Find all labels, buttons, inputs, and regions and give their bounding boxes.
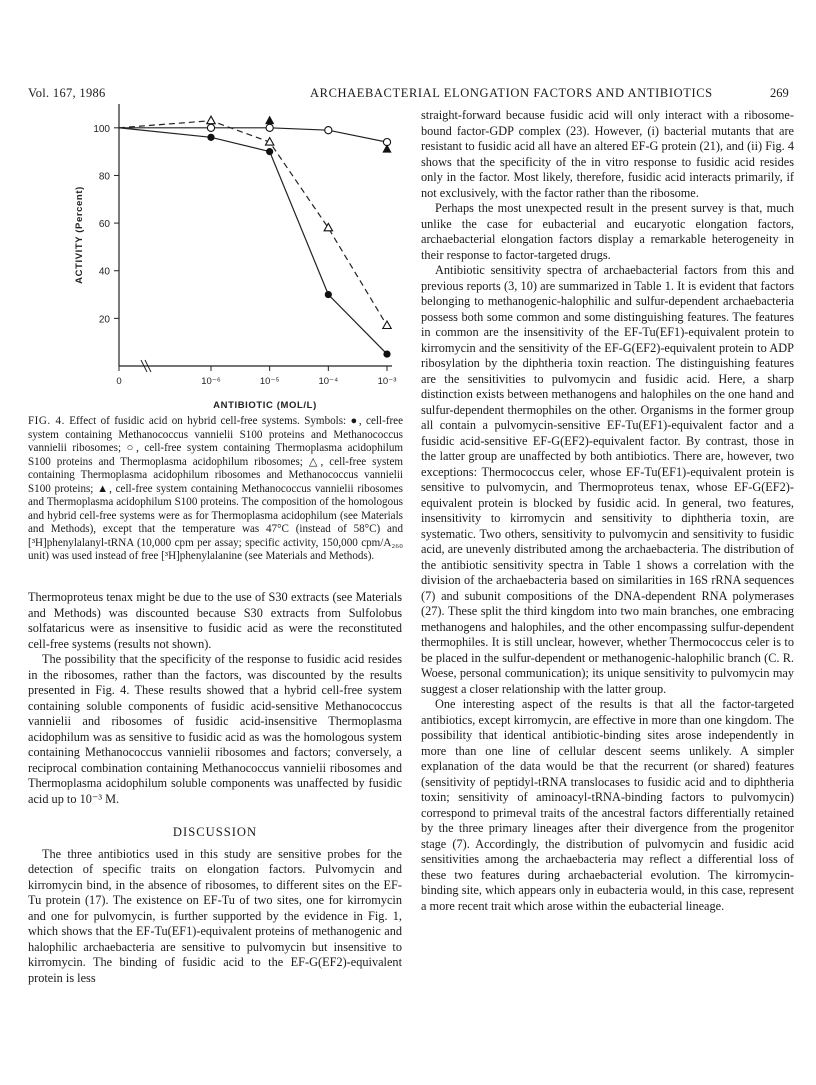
paragraph: Perhaps the most unexpected result in the present survey is that, much unlike the case for eubacterial and eucaryotic elongation factors, archaebacterial elongation factors display a remarkable heterogeneity in their response to factor-targeted drugs. <box>421 201 794 262</box>
paragraph: One interesting aspect of the results is that all the factor-targeted antibiotics, except kirromycin, are effective in more than one kingdom. The possibility that identical antibiotic-binding sites arose independently in more than one line of cellular descent seems unlikely. A simpler explanation of the data would be that the recurrent (or shared) features (sensitivity of peptidyl-tRNA translocases to fusidic acid and to diphtheria toxin; sensitivity of aminoacyl-tRNA-binding factors to pulvomycin) correspond to primeval traits of the ancestral factors differentially retained by the three primary lineages after their divergence from the progenitor stage (7). Accordingly, the distribution of pulvomycin and fusidic acid sensitivities among the archaebacteria may reflect a differential loss of these two features during archaebacterial evolution. The kirromycin-binding site, which appears only in eubacteria would, in this case, represent a more recent trait which arose within the eubacterial lineage. <box>421 697 794 913</box>
data-point <box>207 116 215 124</box>
y-tick-label: 20 <box>98 314 110 326</box>
x-tick-label: 0 <box>116 376 122 387</box>
caption-text: Effect of fusidic acid on hybrid cell-free systems. Symbols: ●, cell-free system containing Methanococcus vannielii S100 proteins and Methanococcus vannielii ribosomes; ○, cell-free system containing Thermoplasma acidophilum S100 proteins and Thermoplasma acidophilum ribosomes; △, cell-free system containing Thermoplasma acidophilum ribosomes and Methanococcus vannielii S100 proteins; ▲, cell-free system containing Methanococcus vannielii ribosomes and Thermoplasma acidophilum S100 proteins. The composition of the homologous and hybrid cell-free systems were as for Thermoplasma acidophilum (see Materials and Methods), except that the temperature was 47°C (instead of 58°C) and [³H]phenylalanyl-tRNA (10,000 cpm per assay; specific activity, 150,000 cpm/A₂₆₀ unit) was used instead of free [³H]phenylalanine (see Materials and Methods). <box>28 415 403 563</box>
y-tick-label: 60 <box>98 219 110 231</box>
y-tick-label: 80 <box>98 171 110 183</box>
page-number: 269 <box>770 86 789 100</box>
paragraph: Thermoproteus tenax might be due to the use of S30 extracts (see Materials and Methods) was discounted because S30 extracts from Sulfolobus solfataricus were as insensitive to fusidic acid as were the reconstituted cell-free systems (results not shown). <box>28 590 402 651</box>
data-point <box>266 148 273 155</box>
y-axis-label: ACTIVITY (Percent) <box>74 186 85 284</box>
y-tick-label: 40 <box>98 266 110 278</box>
right-column <box>421 108 794 914</box>
x-tick-label: 10⁻⁵ <box>259 376 280 387</box>
fusidic-acid-chart <box>28 96 414 411</box>
x-tick-label: 10⁻³ <box>377 376 397 387</box>
data-point <box>383 350 390 357</box>
x-tick-label: 10⁻⁴ <box>318 376 339 387</box>
paragraph: Antibiotic sensitivity spectra of archaebacterial factors from this and previous reports (3, 10) are summarized in Table 1. It is evident that factors belonging to methanogenic-halophilic and sulfur-dependent archaebacteria possess both some common and some distinguishing features. The features in common are the insensitivity of the EF-Tu(EF1)-equivalent protein to kirromycin and the sensitivity of the EF-G(EF2)-equivalent protein to ADP ribosylation by the diphtheria toxin reaction. The distinguishing features are the sensitivities to pulvomycin and fusidic acid. Here, a sharp distinction exists between methanogens and halophiles on the one hand and sulfur-dependent thermophiles on the other. Organisms in the former group all contain a pulvomycin-sensitive EF-Tu(EF1)-equivalent factor and a fusidic acid-sensitive EF-G(EF2)-equivalent factor. By contrast, those in the latter group are unaffected by both antibiotics. There are, however, two exceptions: Thermococcus celer, whose EF-Tu(EF1)-equivalent protein is sensitive to pulvomycin, and Thermoproteus tenax, whose EF-G(EF2)-equivalent protein is blocked by fusidic acid. In general, two features, insensitivity to kirromycin and sensitivity to diphtheria toxin, are systematic. Two others, sensitivity to pulvomycin and sensitivity to fusidic acid, are unevenly distributed among the archaebacteria. The distribution of the antibiotic sensitivity spectra in Table 1 shows a correlation with the division of the archaebacteria based on similarities in 16S rRNA sequences (7) and subunit compositions of the DNA-dependent RNA polymerases (27). These split the third kingdom into two main branches, one embracing methanogens and halophiles, and the other encompassing sulfur-dependent thermophiles. It is still unclear, however, whether Thermococcus celer is to be placed in the sulfur-dependent or methanogenic-halophilic branch (C. R. Woese, personal communication); its unique sensitivity to pulvomycin may suggest a closer relationship with the latter group. <box>421 263 794 696</box>
series-line-2 <box>119 128 387 142</box>
data-point <box>265 116 274 124</box>
series-line-3 <box>119 121 387 326</box>
data-point <box>207 124 214 131</box>
paragraph: The three antibiotics used in this study are sensitive probes for the detection of specific traits on elongation factors. Pulvomycin and kirromycin bind, in the absence of ribosomes, to different sites on the EF-Tu protein (17). The existence on EF-Tu of two sites, one for kirromycin and one for pulvomycin, is further supported by the evidence in Fig. 1, which shows that the EF-Tu(EF1)-equivalent proteins of methanogenic and halophilic archaebacteria are sensitive to pulvomycin but insensitive to kirromycin. The binding of fusidic acid to the EF-G(EF2)-equivalent protein is less <box>28 846 402 985</box>
data-point <box>325 127 332 134</box>
left-column <box>28 590 402 986</box>
figure-4 <box>28 96 414 411</box>
journal-volume: Vol. 167, 1986 <box>28 86 106 100</box>
running-title: ARCHAEBACTERIAL ELONGATION FACTORS AND ANTIBIOTICS <box>310 86 713 100</box>
section-heading: DISCUSSION <box>172 825 258 839</box>
data-point <box>207 134 214 141</box>
paragraph: straight-forward because fusidic acid will only interact with a ribosome-bound factor-GDP complex (23). However, (i) bacterial mutants that are resistant to fusidic acid all have an altered EF-G protein (21), and (ii) Fig. 4 shows that the specificity of the in vitro response to fusidic acid resides only in the factor. Most likely, therefore, fusidic acid interacts primarily, if not exclusively, with the factor rather than the ribosome. <box>421 108 794 200</box>
paragraph: The possibility that the specificity of the response to fusidic acid resides in the ribosomes, rather than the factors, was discounted by the results presented in Fig. 4. These results showed that a hybrid cell-free system containing soluble components of fusidic acid-sensitive Methanococcus vannielii and ribosomes of fusidic acid-insensitive Thermoplasma acidophilum was as sensitive to fusidic acid as was the homologous system containing Methanococcus vannielii ribosomes and factors; conversely, a reciprocal combination containing Methanococcus vannielii ribosomes and Thermoplasma acidophilum soluble components was unaffected by fusidic acid up to 10⁻³ M. <box>28 652 402 806</box>
y-tick-label: 100 <box>93 123 110 135</box>
x-tick-label: 10⁻⁶ <box>201 376 221 387</box>
x-axis-label: ANTIBIOTIC (MOL/L) <box>213 400 317 411</box>
data-point <box>325 291 332 298</box>
data-point <box>266 124 273 131</box>
data-point <box>383 321 391 329</box>
figure-caption <box>28 415 403 564</box>
data-point <box>382 144 391 152</box>
figure-label: FIG. 4. <box>28 415 65 427</box>
series-line-1 <box>119 128 387 354</box>
